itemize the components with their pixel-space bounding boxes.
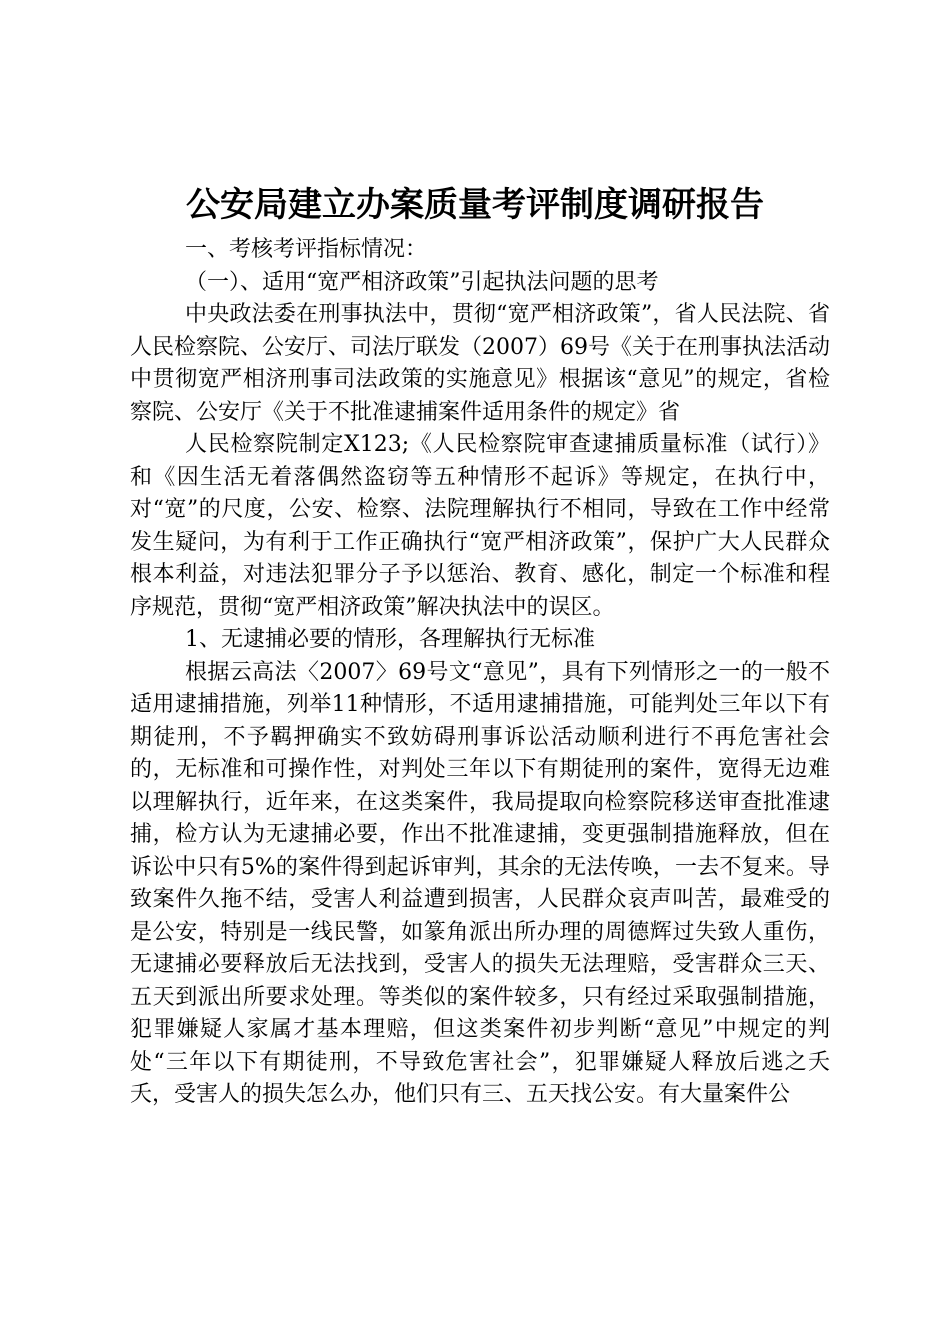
item-heading: 1、无逮捕必要的情形，各理解执行无标准 [185, 627, 595, 652]
document-title: 公安局建立办案质量考评制度调研报告 [186, 185, 764, 225]
body-paragraph: 根据云高法〈2007〉69号文“意见”，具有下列情形之一的一般不适用逮捕措施，列举11种情形，不适用逮捕措施，可能判处三年以下有期徒刑，不予羁押确实不致妨碍刑事诉讼活动顺利进行不再危害社会的，无标准和可操作性，对判处三年以下有期徒刑的案件，宽得无边难以理解执行，近年来，在这类案件，我局提取向检察院移送审查批准逮捕，检方认为无逮捕必要，作出不批准逮捕，变更强制措施释放，但在诉讼中只有5%的案件得到起诉审判，其余的无法传唤，一去不复来。导致案件久拖不结，受害人利益遭到损害，人民群众哀声叫苦，最难受的是公安，特别是一线民警，如篆角派出所办理的周德辉过失致人重伤，无逮捕必要释放后无法找到，受害人的损失无法理赔，受害群众三天、五天到派出所要求处理。等类似的案件较多，只有经过采取强制措施，犯罪嫌疑人家属才基本理赔，但这类案件初步判断“意见”中规定的判处“三年以下有期徒刑，不导致危害社会”，犯罪嫌疑人释放后逃之夭夭，受害人的损失怎么办，他们只有三、五天找公安。有大量案件公 [130, 659, 830, 1107]
body-paragraph: 人民检察院制定X123;《人民检察院审查逮捕质量标准（试行）》和《因生活无着落偶然盗窃等五种情形不起诉》等规定，在执行中，对“宽”的尺度，公安、检察、法院理解执行不相同，导致在工作中经常发生疑问，为有利于工作正确执行“宽严相济政策”，保护广大人民群众根本利益，对违法犯罪分子予以惩治、教育、感化，制定一个标准和程序规范，贯彻“宽严相济政策”解决执法中的误区。 [130, 432, 830, 620]
subsection-heading: （一）、适用“宽严相济政策”引起执法问题的思考 [185, 269, 659, 295]
section-heading: 一、考核考评指标情况： [185, 237, 428, 262]
document-body [130, 234, 830, 1112]
body-paragraph: 中央政法委在刑事执法中，贯彻“宽严相济政策”，省人民法院、省人民检察院、公安厅、司法厅联发（2007）69号《关于在刑事执法活动中贯彻宽严相济刑事司法政策的实施意见》根据该“意见”的规定，省检察院、公安厅《关于不批准逮捕案件适用条件的规定》省 [130, 302, 830, 425]
